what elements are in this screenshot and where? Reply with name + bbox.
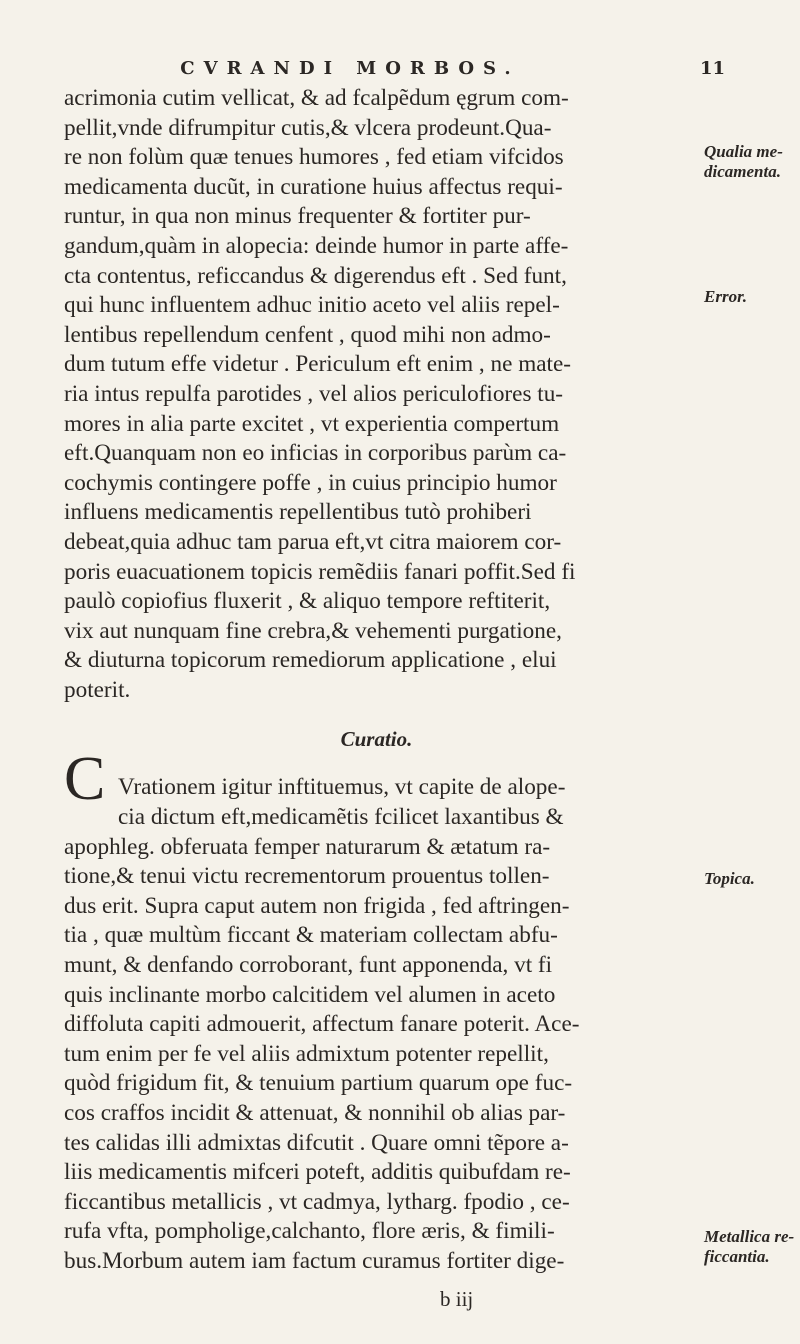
text-line: gandum,quàm in alopecia: deinde humor in parte affe- (64, 232, 569, 259)
text-line: ficcantibus metallicis , vt cadmya, lytharg. fpodio , ce- (64, 1188, 570, 1215)
text-line: poterit. (64, 676, 131, 703)
text-line: influens medicamentis repellentibus tutò prohiberi (64, 499, 532, 526)
text-line: cta contentus, reficcandus & digerendus eft . Sed funt, (64, 262, 567, 289)
text-line: liis medicamentis mifceri poteft, additis quibufdam re- (64, 1159, 571, 1186)
main-text (64, 84, 689, 1277)
drop-cap: C (64, 745, 106, 813)
text-line: mores in alia parte excitet , vt experientia compertum (64, 410, 560, 437)
text-line: pellit,vnde difrumpitur cutis,& vlcera prodeunt.Qua- (64, 114, 552, 141)
text-line: cochymis contingere poffe , in cuius principio humor (64, 469, 557, 496)
text-line: rufa vfta, pompholige,calchanto, flore æris, & fimili- (64, 1218, 555, 1245)
text-line: cos craffos incidit & attenuat, & nonnihil ob alias par- (64, 1100, 566, 1126)
text-line: cia dictum eft,medicamẽtis fcilicet laxantibus & (118, 804, 564, 831)
text-line: munt, & denfando corroborant, funt apponenda, vt fi (64, 952, 553, 979)
margin-note-line: Metallica re- (704, 1227, 795, 1246)
margin-note-line: ficcantia. (704, 1247, 770, 1266)
text-line: vix aut nunquam fine crebra,& vehementi purgatione, (64, 617, 562, 644)
text-line: qui hunc influentem adhuc initio aceto vel aliis repel- (64, 292, 560, 319)
text-line: Vrationem igitur inftituemus, vt capite de alope- (118, 774, 566, 801)
text-line: eft.Quanquam non eo inficias in corporibus parùm ca- (64, 440, 567, 467)
text-line: paulò copiofius fluxerit , & aliquo tempore reftiterit, (64, 588, 551, 615)
page-number: 11 (700, 58, 726, 79)
text-line: acrimonia cutim vellicat, & ad fcalpẽdum ęgrum com- (64, 85, 569, 111)
margin-note-qualia (704, 142, 800, 182)
text-line: & diuturna topicorum remediorum applicatione , elui (64, 647, 557, 674)
section-heading: Curatio. (340, 727, 413, 752)
text-line: re non folùm quæ tenues humores , fed etiam vifcidos (64, 144, 564, 171)
text-line: apophleg. obferuata femper naturarum & ætatum ra- (64, 833, 551, 860)
text-line: tes calidas illi admixtas difcutit . Quare omni tẽpore a- (64, 1129, 569, 1156)
text-line: quis inclinante morbo calcitidem vel alumen in aceto (64, 981, 556, 1008)
text-line: poris euacuationem topicis remẽdiis fanari poffit.Sed fi (64, 558, 576, 585)
margin-note-topica: Topica. (704, 869, 755, 888)
signature-mark: b iij (440, 1287, 474, 1311)
text-line: tum enim per fe vel aliis admixtum potenter repellit, (64, 1040, 549, 1067)
text-line: dus erit. Supra caput autem non frigida , fed aftringen- (64, 892, 570, 919)
margin-note-error: Error. (704, 287, 747, 306)
text-line: debeat,quia adhuc tam parua eft,vt citra maiorem cor- (64, 528, 562, 555)
text-line: tia , quæ multùm ficcant & materiam collectam abfu- (64, 922, 558, 949)
text-line: runtur, in qua non minus frequenter & fortiter pur- (64, 203, 531, 230)
text-line: diffoluta capiti admouerit, affectum fanare poterit. Ace- (64, 1011, 580, 1038)
text-line: tione,& tenui victu recrementorum prouentus tollen- (64, 863, 550, 890)
text-line: dum tutum effe videtur . Periculum eft enim , ne mate- (64, 351, 571, 378)
text-line: medicamenta ducũt, in curatione huius affectus requi- (64, 173, 563, 200)
text-line: bus.Morbum autem iam factum curamus fortiter dige- (64, 1247, 565, 1274)
text-line: lentibus repellendum cenfent , quod mihi non admo- (64, 321, 551, 348)
margin-note-line: dicamenta. (704, 162, 781, 181)
text-line: quòd frigidum fit, & tenuium partium quarum ope fuc- (64, 1070, 573, 1097)
margin-note-line: Qualia me- (704, 142, 783, 161)
text-line: ria intus repulfa parotides , vel alios periculofiores tu- (64, 380, 564, 407)
margin-note-metallica (704, 1227, 800, 1267)
running-head: CVRANDI MORBOS. (180, 58, 520, 79)
